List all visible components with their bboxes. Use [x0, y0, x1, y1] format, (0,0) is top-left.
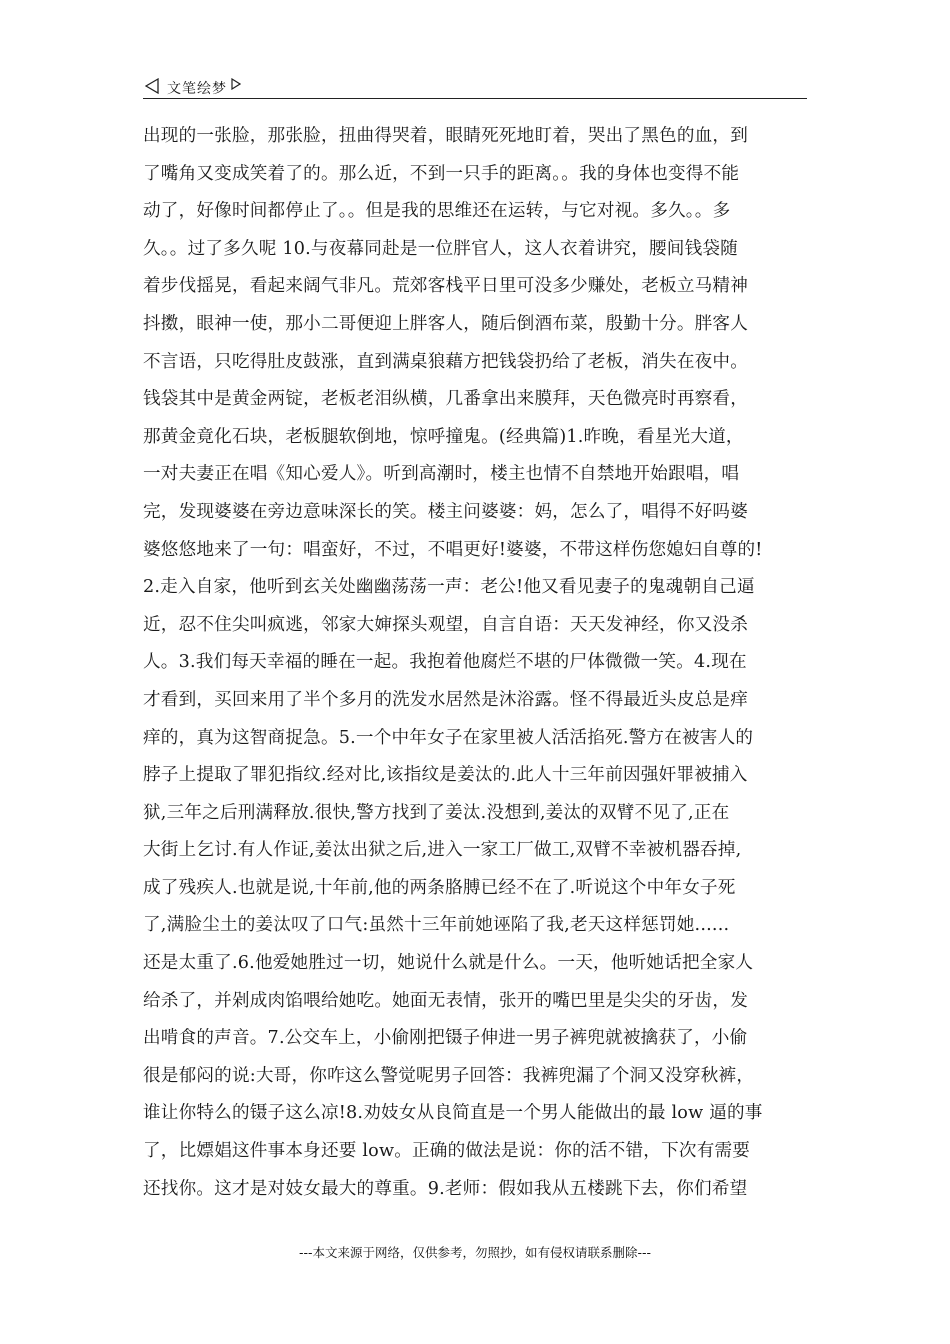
- text-line: 脖子上提取了罪犯指纹.经对比,该指纹是姜汰的.此人十三年前因强奸罪被捕入: [143, 765, 748, 786]
- text-line: 了，比嫖娼这件事本身还要 low。正确的做法是说：你的活不错，下次有需要: [143, 1141, 751, 1162]
- text-line: 人。3.我们每天幸福的睡在一起。我抱着他腐烂不堪的尸体微微一笑。4.现在: [143, 652, 747, 673]
- text-line: 出现的一张脸，那张脸，扭曲得哭着，眼睛死死地盯着，哭出了黑色的血，到: [143, 126, 748, 146]
- triangle-left-icon: [145, 78, 159, 94]
- text-line: 近，忍不住尖叫疯逃，邻家大婶探头观望，自言自语：天天发神经，你又没杀: [143, 614, 748, 635]
- text-line: 成了残疾人.也就是说,十年前,他的两条胳膊已经不在了.听说这个中年女子死: [143, 877, 736, 898]
- text-line: 完，发现婆婆在旁边意味深长的笑。楼主问婆婆：妈，怎么了，唱得不好吗婆: [143, 501, 748, 522]
- footer-disclaimer: ---本文来源于网络，仅供参考，勿照抄，如有侵权请联系删除---: [298, 1245, 652, 1260]
- text-line: 2.走入自家，他听到玄关处幽幽荡荡一声：老公!他又看见妻子的鬼魂朝自己逼: [143, 577, 755, 598]
- text-line: 很是郁闷的说:大哥，你咋这么警觉呢男子回答：我裤兜漏了个洞又没穿秋裤，: [143, 1065, 755, 1086]
- text-line: 钱袋其中是黄金两锭，老板老泪纵横，几番拿出来膜拜，天色微亮时再察看，: [143, 389, 748, 410]
- page-header: [143, 74, 807, 99]
- text-line: 久。。过了多久呢 10.与夜幕同赴是一位胖官人，这人衣着讲究，腰间钱袋随: [143, 238, 738, 259]
- text-line: 大街上乞讨.有人作证,姜汰出狱之后,进入一家工厂做工,双臂不幸被机器吞掉,: [143, 840, 742, 861]
- text-line: 狱,三年之后刑满释放.很快,警方找到了姜汰.没想到,姜汰的双臂不见了,正在: [143, 802, 730, 823]
- text-line: 出啃食的声音。7.公交车上，小偷刚把镊子伸进一男子裤兜就被擒获了，小偷: [143, 1028, 748, 1049]
- text-line: 着步伐摇晃，看起来阔气非凡。荒郊客栈平日里可没多少赚处，老板立马精神: [143, 276, 748, 297]
- text-line: 痒的，真为这智商捉急。5.一个中年女子在家里被人活活掐死.警方在被害人的: [143, 727, 754, 748]
- text-line: 给杀了，并剁成肉馅喂给她吃。她面无表情，张开的嘴巴里是尖尖的牙齿，发: [143, 990, 748, 1011]
- text-line: 谁让你特么的镊子这么凉!8.劝妓女从良简直是一个男人能做出的最 low 逼的事: [143, 1103, 763, 1124]
- article-body: [143, 118, 807, 1208]
- text-line: 抖擞，眼神一使，那小二哥便迎上胖客人，随后倒酒布菜，殷勤十分。胖客人: [143, 313, 748, 334]
- text-line: 不言语，只吃得肚皮鼓涨，直到满桌狼藉方把钱袋扔给了老板，消失在夜中。: [143, 351, 748, 372]
- text-line: 还是太重了.6.他爱她胜过一切，她说什么就是什么。一天，他听她话把全家人: [143, 953, 754, 974]
- text-line: 了嘴角又变成笑着了的。那么近，不到一只手的距离。。我的身体也变得不能: [143, 163, 740, 184]
- text-line: 动了，好像时间都停止了。。但是我的思维还在运转，与它对视。多久。。多: [143, 201, 731, 222]
- triangle-right-icon: [231, 78, 241, 90]
- text-line: 才看到，买回来用了半个多月的洗发水居然是沐浴露。怪不得最近头皮总是痒: [143, 689, 748, 710]
- text-line: 还找你。这才是对妓女最大的尊重。9.老师：假如我从五楼跳下去，你们希望: [143, 1178, 748, 1199]
- text-line: 一对夫妻正在唱《知心爱人》。听到高潮时，楼主也情不自禁地开始跟唱，唱: [143, 464, 740, 485]
- text-line: 了,满脸尘土的姜汰叹了口气:虽然十三年前她诬陷了我,老天这样惩罚她......: [143, 915, 730, 936]
- text-line: 那黄金竟化石块，老板腿软倒地，惊呼撞鬼。(经典篇)1.昨晚，看星光大道，: [143, 426, 744, 447]
- header-title: 文笔绘梦: [167, 81, 227, 97]
- text-line: 婆悠悠地来了一句：唱蛮好，不过，不唱更好!婆婆，不带这样伤您媳妇自尊的!: [143, 539, 763, 560]
